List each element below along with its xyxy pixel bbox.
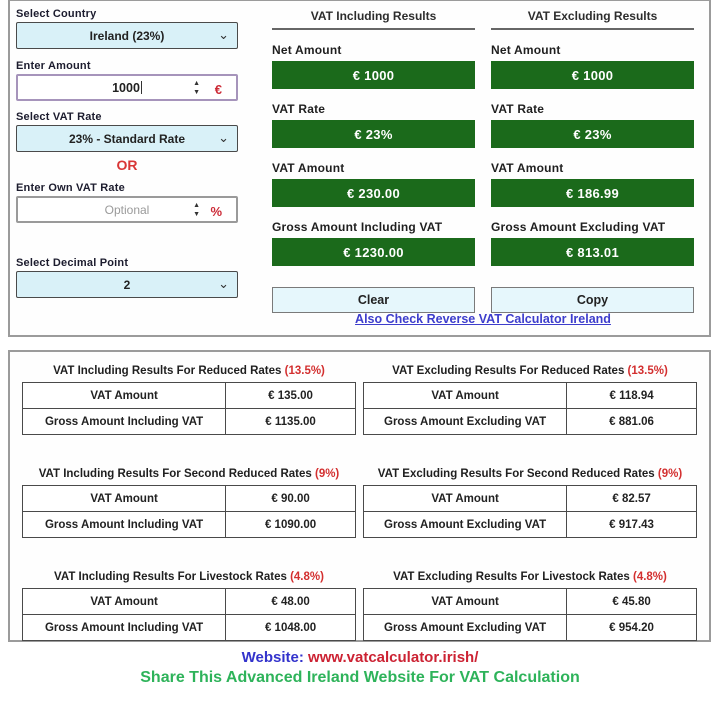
row-label: Gross Amount Excluding VAT — [364, 512, 567, 538]
calculator-panel — [8, 0, 711, 337]
table-row — [23, 383, 356, 409]
row-label: VAT Amount — [364, 383, 567, 409]
row-label: VAT Amount — [364, 486, 567, 512]
decimal-select-value: 2 — [123, 277, 131, 292]
table-title: VAT Including Results For Second Reduced Rates (9%) — [38, 468, 340, 480]
chevron-down-icon: ⌄ — [218, 27, 229, 42]
country-select-value: Ireland (23%) — [89, 28, 165, 43]
row-value: € 917.43 — [567, 512, 697, 538]
result-label: VAT Rate — [272, 102, 326, 116]
result-value-bar: € 230.00 — [272, 179, 475, 207]
rate-badge: (13.5%) — [284, 365, 325, 377]
vat-rate-select[interactable] — [16, 125, 238, 152]
vat-rate-label: Select VAT Rate — [16, 111, 102, 123]
euro-symbol: € — [214, 82, 222, 97]
copy-button[interactable]: Copy — [491, 287, 694, 313]
result-value-bar: € 1230.00 — [272, 238, 475, 266]
reverse-link-wrap — [272, 310, 694, 328]
result-value-bar: € 1000 — [491, 61, 694, 89]
table-title: VAT Excluding Results For Reduced Rates (13.5%) — [392, 365, 668, 377]
excluding-livestock-table — [363, 571, 697, 641]
row-label: Gross Amount Including VAT — [23, 512, 226, 538]
row-label: VAT Amount — [364, 589, 567, 615]
table-row — [23, 409, 356, 435]
row-label: Gross Amount Including VAT — [23, 409, 226, 435]
table-row — [23, 589, 356, 615]
amount-input-value: 1000 — [112, 80, 140, 95]
table-title: VAT Including Results For Reduced Rates (13.5%) — [53, 365, 325, 377]
or-separator: OR — [116, 157, 138, 173]
row-value: € 1135.00 — [226, 409, 356, 435]
own-rate-placeholder: Optional — [104, 202, 150, 217]
number-stepper-icon[interactable]: ▲ ▼ — [193, 80, 200, 96]
rate-badge: (9%) — [657, 468, 683, 480]
result-label: Gross Amount Including VAT — [272, 220, 443, 234]
row-value: € 881.06 — [567, 409, 697, 435]
number-stepper-icon[interactable]: ▲ ▼ — [193, 202, 200, 218]
row-label: Gross Amount Including VAT — [23, 615, 226, 641]
including-livestock-table — [22, 571, 356, 641]
table-row — [23, 486, 356, 512]
result-label: Net Amount — [491, 43, 561, 57]
row-value: € 118.94 — [567, 383, 697, 409]
row-value: € 1090.00 — [226, 512, 356, 538]
table-row — [364, 486, 697, 512]
row-value: € 90.00 — [226, 486, 356, 512]
own-rate-input[interactable] — [16, 196, 238, 223]
second-reduced-rates-row — [22, 468, 697, 538]
rates-tables-panel — [8, 350, 711, 642]
result-value-bar: € 23% — [491, 120, 694, 148]
result-value-bar: € 1000 — [272, 61, 475, 89]
result-label: Gross Amount Excluding VAT — [491, 220, 666, 234]
rate-badge: (13.5%) — [627, 365, 668, 377]
reverse-calculator-link[interactable]: Also Check Reverse VAT Calculator Ireland — [355, 312, 611, 326]
decimal-label: Select Decimal Point — [16, 257, 129, 269]
website-label: Website: — [241, 649, 309, 666]
table-row — [364, 615, 697, 641]
row-label: Gross Amount Excluding VAT — [364, 409, 567, 435]
excluding-header: VAT Excluding Results — [491, 5, 694, 30]
rate-badge: (9%) — [314, 468, 340, 480]
table-title: VAT Including Results For Livestock Rates (4.8%) — [54, 571, 324, 583]
website-url: www.vatcalculator.irish/ — [308, 649, 479, 666]
row-value: € 82.57 — [567, 486, 697, 512]
reduced-rates-row — [22, 365, 697, 435]
vat-including-column — [272, 5, 475, 313]
table-title: VAT Excluding Results For Second Reduced Rates (9%) — [377, 468, 683, 480]
result-value-bar: € 813.01 — [491, 238, 694, 266]
website-line — [0, 649, 720, 666]
chevron-down-icon: ⌄ — [218, 276, 229, 291]
row-label: VAT Amount — [23, 486, 226, 512]
including-header: VAT Including Results — [272, 5, 475, 30]
table-title: VAT Excluding Results For Livestock Rates (4.8%) — [393, 571, 667, 583]
result-label: VAT Amount — [272, 161, 345, 175]
clear-button[interactable]: Clear — [272, 287, 475, 313]
amount-input[interactable] — [16, 74, 238, 101]
chevron-down-icon: ⌄ — [218, 130, 229, 145]
amount-label: Enter Amount — [16, 60, 91, 72]
result-label: VAT Rate — [491, 102, 545, 116]
rate-badge: (4.8%) — [290, 571, 324, 583]
row-value: € 1048.00 — [226, 615, 356, 641]
table-row — [364, 409, 697, 435]
result-value-bar: € 186.99 — [491, 179, 694, 207]
country-label: Select Country — [16, 8, 97, 20]
result-label: Net Amount — [272, 43, 342, 57]
table-row — [23, 512, 356, 538]
row-label: Gross Amount Excluding VAT — [364, 615, 567, 641]
row-value: € 135.00 — [226, 383, 356, 409]
footer — [0, 649, 720, 687]
row-value: € 45.80 — [567, 589, 697, 615]
row-value: € 48.00 — [226, 589, 356, 615]
share-line: Share This Advanced Ireland Website For VAT Calculation — [140, 669, 580, 686]
row-label: VAT Amount — [23, 589, 226, 615]
row-label: VAT Amount — [23, 383, 226, 409]
decimal-select[interactable] — [16, 271, 238, 298]
result-label: VAT Amount — [491, 161, 564, 175]
including-second-reduced-table — [22, 468, 356, 538]
excluding-second-reduced-table — [363, 468, 697, 538]
text-caret — [141, 81, 142, 94]
table-row — [364, 589, 697, 615]
including-reduced-table — [22, 365, 356, 435]
livestock-rates-row — [22, 571, 697, 641]
rate-badge: (4.8%) — [632, 571, 667, 583]
row-value: € 954.20 — [567, 615, 697, 641]
result-value-bar: € 23% — [272, 120, 475, 148]
vat-excluding-column — [491, 5, 694, 313]
percent-symbol: % — [210, 204, 222, 219]
table-row — [23, 615, 356, 641]
excluding-reduced-table — [363, 365, 697, 435]
table-row — [364, 512, 697, 538]
own-rate-label: Enter Own VAT Rate — [16, 182, 125, 194]
vat-rate-select-value: 23% - Standard Rate — [68, 131, 186, 146]
table-row — [364, 383, 697, 409]
country-select[interactable] — [16, 22, 238, 49]
